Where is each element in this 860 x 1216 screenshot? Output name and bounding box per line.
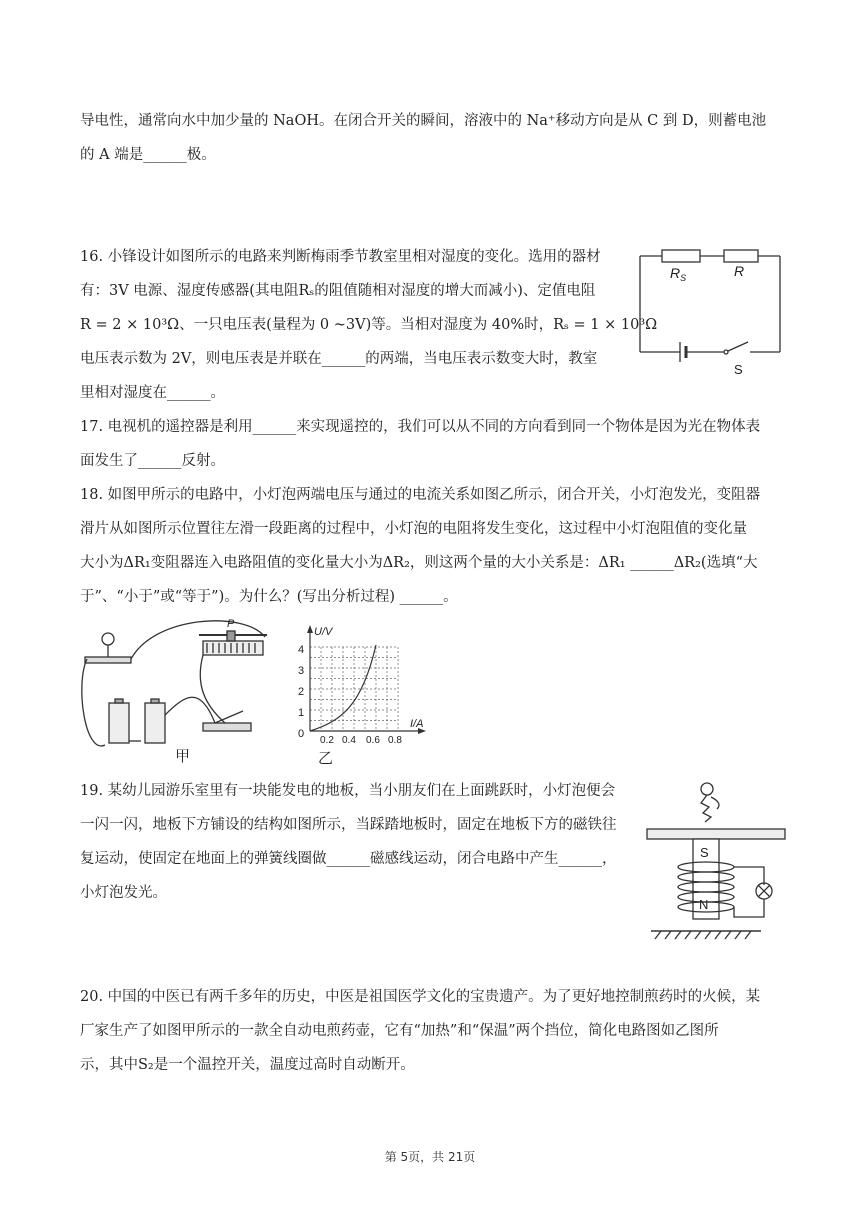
text-line: 大小为ΔR₁变阻器连入电路阻值的变化量大小为ΔR₂，则这两个量的大小关系是：ΔR₁ ______ΔR₂(选填“大 xyxy=(80,555,758,571)
question-20 xyxy=(80,980,760,1082)
x-tick: 0.4 xyxy=(342,735,356,746)
y-tick: 2 xyxy=(298,686,305,698)
pole-n-label: N xyxy=(699,897,709,912)
resistor-r xyxy=(724,250,758,262)
floor-plate xyxy=(647,829,785,839)
text-line: 厂家生产了如图甲所示的一款全自动电煎药壶，它有“加热”和“保温”两个挡位，简化电路图如乙图所 xyxy=(80,1023,719,1039)
question-19 xyxy=(80,774,617,910)
x-axis-label: I/A xyxy=(410,718,424,730)
caption-jia: 甲 xyxy=(175,748,191,765)
iv-graph-yi xyxy=(292,615,432,767)
label-rs: $R_S$ xyxy=(670,265,687,283)
y-axis-label: U/V xyxy=(314,626,333,638)
switch-icon xyxy=(203,711,251,731)
battery-icon xyxy=(109,699,165,743)
text-line: 导电性，通常向水中加少量的 NaOH。在闭合开关的瞬间，溶液中的 Na⁺移动方向是从 C 到 D，则蓄电池 xyxy=(80,113,767,129)
resistor-rs xyxy=(662,250,700,262)
y-tick: 1 xyxy=(298,707,305,719)
humidity-circuit-figure xyxy=(630,240,790,380)
text-line: R = 2 × 10³Ω、一只电压表(量程为 0 ~3V)等。当相对湿度为 40%时，Rₛ = 1 × 10³Ω xyxy=(80,317,658,333)
x-tick: 0.2 xyxy=(320,735,334,746)
question-17 xyxy=(80,410,760,478)
text-line: 复运动，使固定在地面上的弹簧线圈做______磁感线运动，闭合电路中产生______， xyxy=(80,851,617,867)
text-line: 滑片从如图所示位置往左滑一段距离的过程中，小灯泡的电阻将发生变化，这过程中小灯泡阻值的变化量 xyxy=(80,521,747,537)
question-18 xyxy=(80,478,760,614)
label-r: R xyxy=(734,263,745,279)
text-line: 有：3V 电源、湿度传感器(其电阻Rₛ的阻值随相对湿度的增大而减小)、定值电阻 xyxy=(80,283,596,299)
text-line: 里相对湿度在______。 xyxy=(80,385,225,401)
y-tick: 3 xyxy=(298,665,305,677)
rheostat-icon xyxy=(199,631,267,655)
question-15-tail xyxy=(80,104,766,172)
graph-grid xyxy=(310,647,398,731)
child-icon xyxy=(701,783,719,822)
text-line: 的 A 端是______极。 xyxy=(80,147,216,163)
text-line: 16. 小锋设计如图所示的电路来判断梅雨季节教室里相对湿度的变化。选用的器材 xyxy=(80,249,601,265)
text-line: 于”、“小于”或“等于”)。为什么？(写出分析过程) ______。 xyxy=(80,589,458,605)
text-line: 示，其中S₂是一个温控开关，温度过高时自动断开。 xyxy=(80,1057,415,1073)
page-footer: 第 5页，共 21页 xyxy=(384,1150,476,1164)
circuit-figure-jia xyxy=(75,615,290,765)
text-line: 一闪一闪，地板下方铺设的结构如图所示，当踩踏地板时，固定在地板下方的磁铁往 xyxy=(80,817,617,833)
text-line: 电压表示数为 2V，则电压表是并联在______的两端，当电压表示数变大时，教室 xyxy=(80,351,598,367)
text-line: 19. 某幼儿园游乐室里有一块能发电的地板，当小朋友们在上面跳跃时，小灯泡便会 xyxy=(80,783,616,799)
pole-s-label: S xyxy=(700,845,709,860)
caption-yi: 乙 xyxy=(318,750,334,767)
y-tick: 4 xyxy=(298,644,305,656)
text-line: 17. 电视机的遥控器是利用______来实现遥控的，我们可以从不同的方向看到同一个物体是因为光在物体表 xyxy=(80,419,761,435)
text-line: 小灯泡发光。 xyxy=(80,885,167,901)
x-tick: 0.8 xyxy=(388,735,402,746)
generator-floor-figure xyxy=(645,775,790,945)
text-line: 18. 如图甲所示的电路中，小灯泡两端电压与通过的电流关系如图乙所示，闭合开关，小灯泡发光，变阻器 xyxy=(80,487,761,503)
battery-icon xyxy=(680,342,686,362)
label-slider-p: P xyxy=(227,618,235,630)
question-16 xyxy=(80,240,657,410)
label-switch: S xyxy=(734,362,743,377)
origin-label: 0 xyxy=(298,728,305,740)
text-line: 面发生了______反射。 xyxy=(80,453,225,469)
x-tick: 0.6 xyxy=(366,735,380,746)
lamp-icon xyxy=(85,633,131,663)
switch-icon xyxy=(724,342,748,354)
text-line: 20. 中国的中医已有两千多年的历史，中医是祖国医学文化的宝贵遗产。为了更好地控制煎药时的火候，某 xyxy=(80,989,761,1005)
